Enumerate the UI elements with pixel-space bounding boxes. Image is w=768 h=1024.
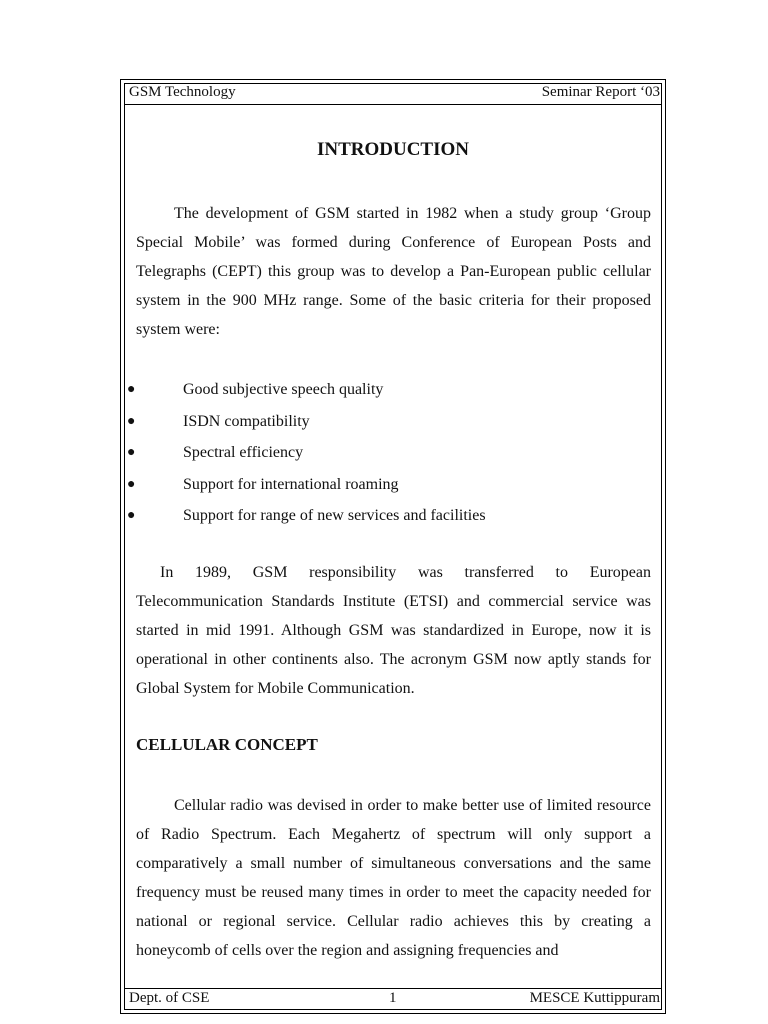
paragraph-history: In 1989, GSM responsibility was transferred to European Telecommunication Standards Institute (ETSI) and commercial service was started in mid 1991. Although GSM was standardized in Europe, now it is operational in other continents also. The acronym GSM now aptly stands for Global System for Mobile Communication. <box>136 564 651 697</box>
bullet-icon: ● <box>127 445 136 460</box>
list-item <box>124 469 664 501</box>
header-right: Seminar Report ‘03 <box>541 84 660 100</box>
paragraph-intro: The development of GSM started in 1982 when a study group ‘Group Special Mobile’ was formed during Conference of European Posts and Telegraphs (CEPT) this group was to develop a Pan-European public cellular system in the 900 MHz range. Some of the basic criteria for their proposed system were: <box>136 205 651 338</box>
criteria-list <box>124 374 664 532</box>
list-item-text: Support for range of new services and facilities <box>183 507 486 524</box>
list-item <box>124 500 664 532</box>
list-item <box>124 437 664 469</box>
footer-rule <box>124 988 662 989</box>
bullet-icon: ● <box>127 476 136 492</box>
footer-right: MESCE Kuttippuram <box>529 990 660 1006</box>
bullet-icon: ● <box>127 382 136 397</box>
header-rule <box>124 104 662 105</box>
paragraph-cellular: Cellular radio was devised in order to make better use of limited resource of Radio Spectrum. Each Megahertz of spectrum will only support a comparatively a small number of simultaneous conversations and the same frequency must be reused many times in order to meet the capacity needed for national or regional service. Cellular radio achieves this by creating a honeycomb of cells over the region and assigning frequencies and <box>136 797 651 959</box>
list-item <box>124 374 664 406</box>
section-heading: CELLULAR CONCEPT <box>136 735 318 754</box>
page-number: 1 <box>389 990 397 1006</box>
list-item <box>124 406 664 438</box>
footer-left: Dept. of CSE <box>129 990 210 1006</box>
bullet-icon: ● <box>127 508 136 523</box>
header-left: GSM Technology <box>129 84 236 100</box>
page-title: INTRODUCTION <box>316 139 470 160</box>
list-item-text: Spectral efficiency <box>183 444 304 461</box>
list-item-text: ISDN compatibility <box>183 412 310 430</box>
list-item-text: Good subjective speech quality <box>183 381 384 398</box>
bullet-icon: ● <box>127 413 136 429</box>
list-item-text: Support for international roaming <box>183 475 399 493</box>
